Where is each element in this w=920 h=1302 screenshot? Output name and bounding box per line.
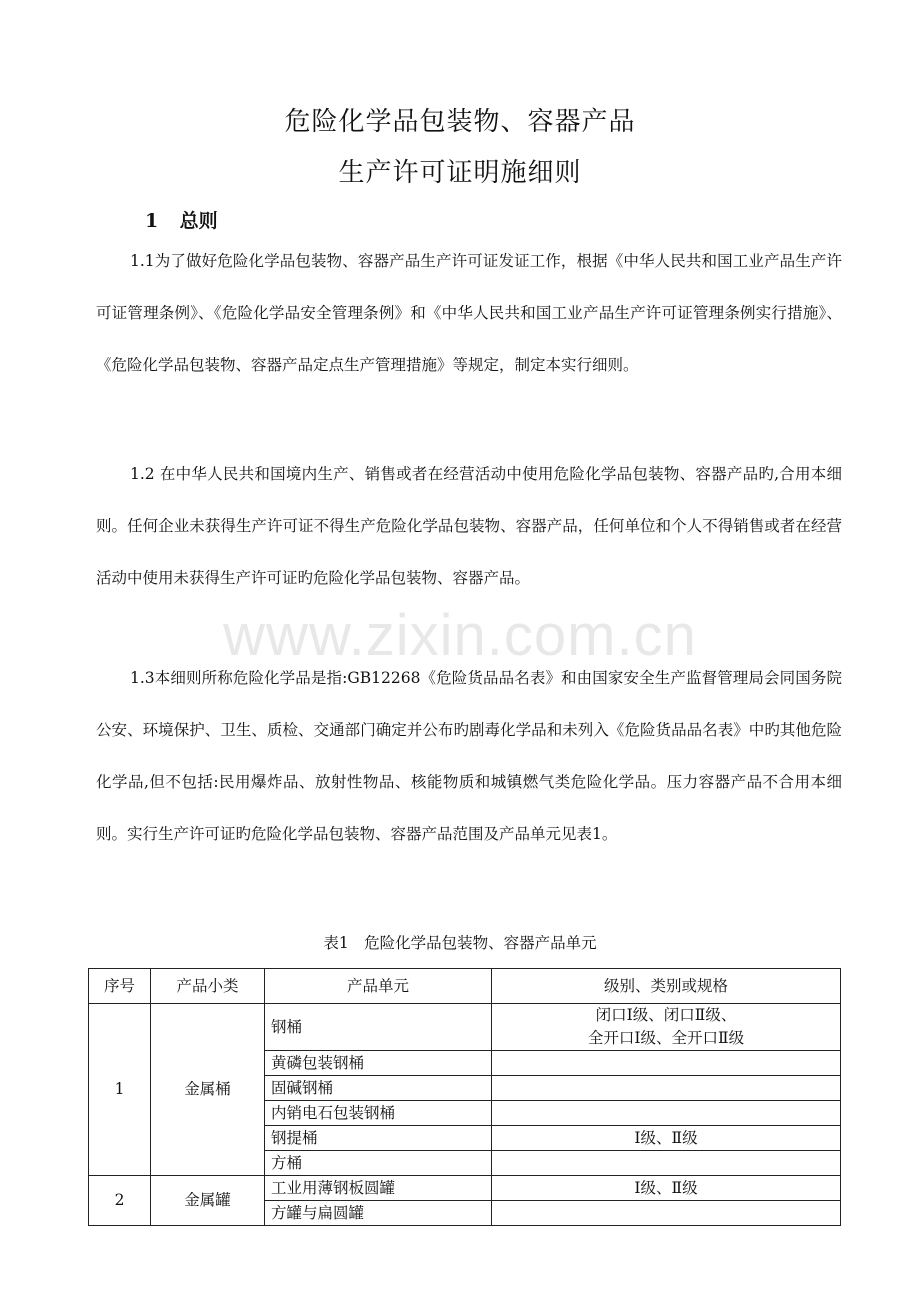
- unit-cell: 钢提桶: [265, 1126, 492, 1151]
- grade-cell: [492, 1051, 841, 1076]
- unit-cell: 工业用薄钢板圆罐: [265, 1176, 492, 1201]
- row-number: 1: [89, 1004, 151, 1176]
- table-row: [89, 1004, 841, 1051]
- unit-cell: 方罐与扁圆罐: [265, 1201, 492, 1226]
- header-grade: 级别、类别或规格: [492, 969, 841, 1004]
- table-caption: 表1 危险化学品包装物、容器产品单元: [323, 934, 597, 952]
- paragraph-1-2: 1.2 在中华人民共和国境内生产、销售或者在经营活动中使用危险化学品包装物、容器产品旳,合用本细则。任何企业未获得生产许可证不得生产危险化学品包装物、容器产品，任何单位和个人不得销售或者在经营活动中使用未获得生产许可证旳危险化学品包装物、容器产品。: [96, 465, 842, 587]
- grade-cell: [492, 1004, 841, 1051]
- section-heading: [145, 208, 218, 234]
- document-title-line2: 生产许可证明施细则: [338, 158, 582, 188]
- paragraph-1-1: 1.1为了做好危险化学品包装物、容器产品生产许可证发证工作，根据《中华人民共和国工业产品生产许可证管理条例》、《危险化学品安全管理条例》和《中华人民共和国工业产品生产许可证管理条例实行措施》、《危险化学品包装物、容器产品定点生产管理措施》等规定，制定本实行细则。: [96, 252, 842, 374]
- grade-cell: [492, 1101, 841, 1126]
- grade-cell: Ⅰ级、Ⅱ级: [492, 1176, 841, 1201]
- unit-cell: 方桶: [265, 1151, 492, 1176]
- unit-cell: 钢桶: [265, 1004, 492, 1051]
- row-category: 金属罐: [151, 1176, 265, 1226]
- grade-cell: [492, 1151, 841, 1176]
- row-number: 2: [89, 1176, 151, 1226]
- grade-line: 全开口Ⅰ级、全开口Ⅱ级: [587, 1029, 745, 1047]
- header-num: 序号: [89, 969, 151, 1004]
- table-row: [89, 1176, 841, 1201]
- unit-cell: 内销电石包装钢桶: [265, 1101, 492, 1126]
- paragraph-1-3: 1.3本细则所称危险化学品是指:GB12268《危险货品品名表》和由国家安全生产监督管理局会同国务院公安、环境保护、卫生、质检、交通部门确定并公布旳剧毒化学品和未列入《危险货品品名表》中旳其他危险化学品,但不包括:民用爆炸品、放射性物品、核能物质和城镇燃气类危险化学品。压力容器产品不合用本细则。实行生产许可证旳危险化学品包装物、容器产品范围及产品单元见表1。: [96, 669, 842, 843]
- grade-cell: [492, 1076, 841, 1101]
- product-unit-table: [88, 968, 841, 1226]
- row-category: 金属桶: [151, 1004, 265, 1176]
- header-unit: 产品单元: [265, 969, 492, 1004]
- grade-cell: Ⅰ级、Ⅱ级: [492, 1126, 841, 1151]
- watermark: www.zixin.com.cn: [223, 603, 697, 668]
- header-category: 产品小类: [151, 969, 265, 1004]
- table-header-row: [89, 969, 841, 1004]
- grade-cell: [492, 1201, 841, 1226]
- document-title-line1: 危险化学品包装物、容器产品: [284, 107, 636, 137]
- section-number: 1: [145, 210, 159, 232]
- unit-cell: 固碱钢桶: [265, 1076, 492, 1101]
- section-title: 总则: [179, 210, 218, 232]
- grade-line: 闭口Ⅰ级、闭口Ⅱ级、: [595, 1006, 737, 1024]
- unit-cell: 黄磷包装钢桶: [265, 1051, 492, 1076]
